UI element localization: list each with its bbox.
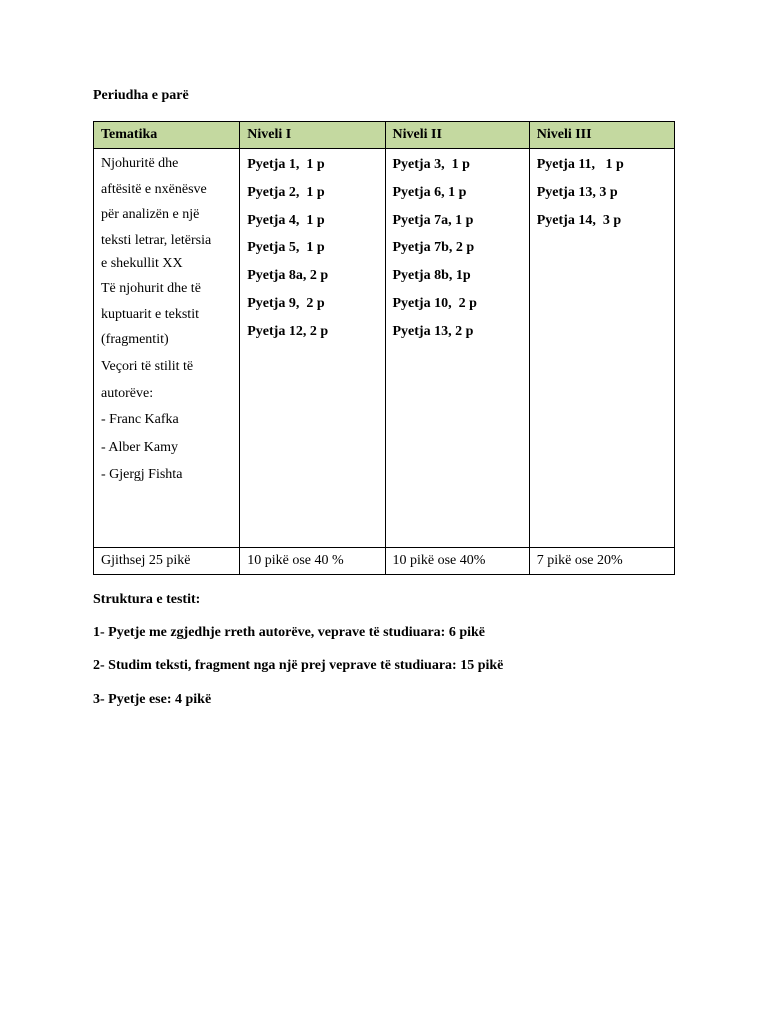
question-item: Pyetja 7b, 2 p <box>392 240 475 256</box>
question-item: Pyetja 1, 1 p <box>247 157 325 172</box>
topic-line: teksti letrar, letërsia <box>101 232 212 248</box>
topic-line: - Gjergj Fishta <box>101 467 183 482</box>
topic-line: Njohuritë dhe <box>101 156 179 171</box>
topic-line: kuptuarit e tekstit <box>101 306 199 322</box>
question-item: Pyetja 8b, 1p <box>392 268 471 284</box>
niveli-2-cell <box>385 149 529 548</box>
table-header-row <box>94 122 675 149</box>
header-niveli-2: Niveli II <box>385 122 529 149</box>
topics-cell <box>94 149 240 548</box>
topic-line: për analizën e një <box>101 207 200 222</box>
question-item: Pyetja 13, 3 p <box>536 184 618 200</box>
question-item: Pyetja 14, 3 p <box>536 212 622 228</box>
question-item: Pyetja 5, 1 p <box>247 240 325 256</box>
topic-line: aftësitë e nxënësve <box>101 181 207 197</box>
topic-line: - Alber Kamy <box>101 440 178 455</box>
question-item: Pyetja 3, 1 p <box>392 157 470 172</box>
niveli-3-cell <box>529 149 674 548</box>
header-niveli-1: Niveli I <box>240 122 385 149</box>
topic-line: Veçori të stilit të <box>101 358 194 374</box>
question-item: Pyetja 6, 1 p <box>392 184 467 200</box>
total-cell: Gjithsej 25 pikë <box>94 548 240 575</box>
page-heading: Periudha e parë <box>93 88 189 103</box>
question-item: Pyetja 8a, 2 p <box>247 268 329 284</box>
header-niveli-3: Niveli III <box>529 122 674 149</box>
question-item: Pyetja 10, 2 p <box>392 295 477 311</box>
question-item: Pyetja 4, 1 p <box>247 212 325 228</box>
header-tematika: Tematika <box>94 122 240 149</box>
table-body-row <box>94 149 675 548</box>
question-item: Pyetja 12, 2 p <box>247 323 329 339</box>
structure-title: Struktura e testit: <box>93 592 201 607</box>
total-cell: 10 pikë ose 40% <box>385 548 529 575</box>
topic-line: Të njohurit dhe të <box>101 281 201 296</box>
total-cell: 7 pikë ose 20% <box>529 548 674 575</box>
topic-line: autorëve: <box>101 385 154 401</box>
score-table <box>93 121 675 575</box>
topic-line: (fragmentit) <box>101 332 169 347</box>
structure-item: 1- Pyetje me zgjedhje rreth autorëve, veprave të studiuara: 6 pikë <box>93 625 486 640</box>
niveli-1-cell <box>240 149 385 548</box>
structure-item: 2- Studim teksti, fragment nga një prej veprave të studiuara: 15 pikë <box>93 658 504 673</box>
question-item: Pyetja 7a, 1 p <box>392 212 474 228</box>
topic-line: - Franc Kafka <box>101 412 179 427</box>
table-total-row <box>94 548 675 575</box>
total-cell: 10 pikë ose 40 % <box>240 548 385 575</box>
question-item: Pyetja 13, 2 p <box>392 323 474 339</box>
question-item: Pyetja 11, 1 p <box>536 157 624 172</box>
question-item: Pyetja 2, 1 p <box>247 184 325 200</box>
question-item: Pyetja 9, 2 p <box>247 295 325 311</box>
topic-line: e shekullit XX <box>101 256 183 271</box>
structure-item: 3- Pyetje ese: 4 pikë <box>93 692 212 707</box>
